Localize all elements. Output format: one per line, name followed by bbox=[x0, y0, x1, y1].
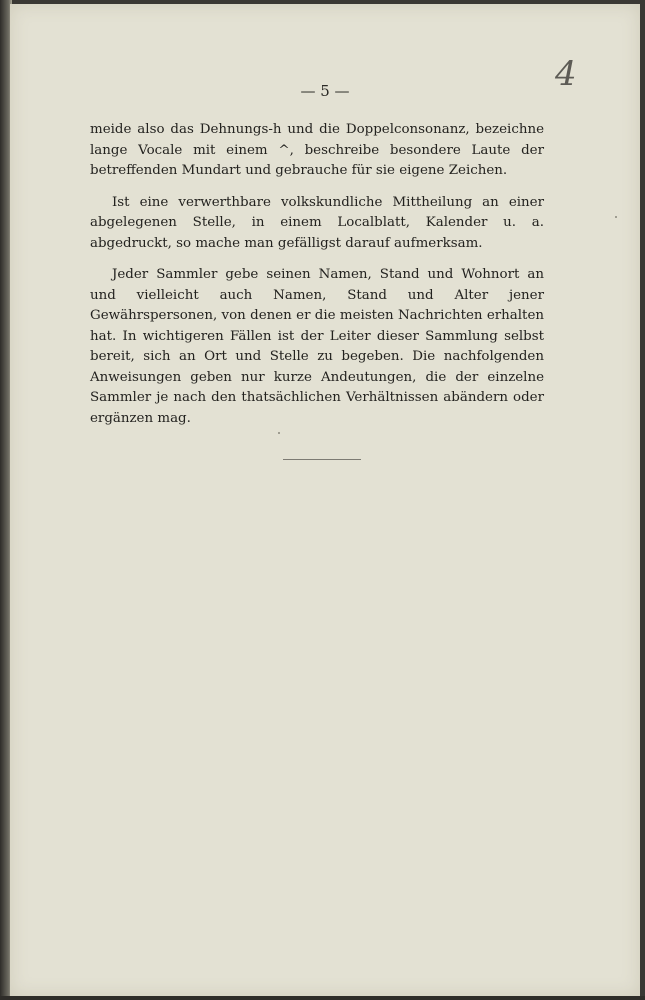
body-text bbox=[90, 120, 544, 440]
paragraph-1: meide also das Dehnungs-h und die Doppelconsonanz, bezeichne lange Vocale mit einem ^, beschreibe besondere Laute der betreffenden Mundart und gebrauche für sie eigene Zeichen. bbox=[90, 122, 544, 178]
page-number: — 5 — bbox=[300, 82, 350, 100]
page-bottom-edge bbox=[0, 996, 645, 1000]
document-page bbox=[10, 4, 640, 996]
section-divider bbox=[283, 459, 361, 460]
paper-speck bbox=[615, 216, 617, 218]
handwritten-folio-mark: 4 bbox=[555, 54, 577, 94]
paragraph-3: Jeder Sammler gebe seinen Namen, Stand und Wohnort an und vielleicht auch Namen, Stand und Alter jener Gewährspersonen, von denen er die meisten Nachrichten erhalten hat. In wichtigeren Fällen ist der Leiter dieser Sammlung selbst bereit, sich an Ort und Stelle zu begeben. Die nachfolgenden Anweisungen geben nur kurze Andeutungen, die der einzelne Sammler je nach den thatsächlichen Verhältnissen abändern oder ergänzen mag. bbox=[90, 267, 544, 426]
paragraph-2: Ist eine verwerthbare volkskundliche Mittheilung an einer abgelegenen Stelle, in einem Localblatt, Kalender u. a. abgedruckt, so mache man gefälligst darauf aufmerksam. bbox=[90, 194, 544, 251]
paper-speck bbox=[278, 432, 280, 434]
